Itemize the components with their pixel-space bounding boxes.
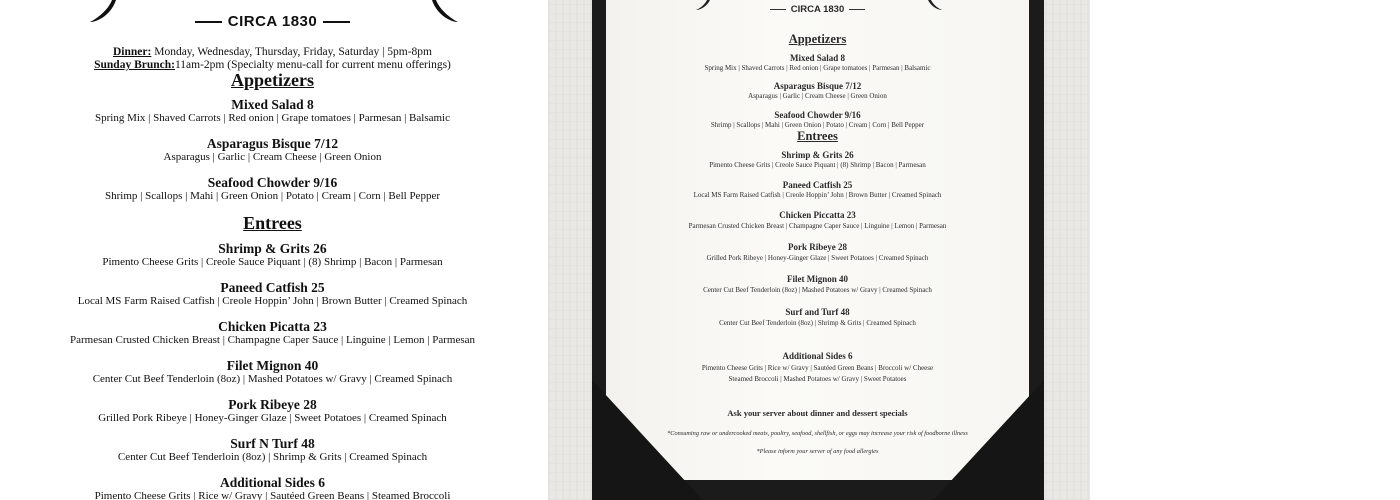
entrees-heading: Entrees: [243, 213, 302, 233]
photo-menu-item-desc: Parmesan Crusted Chicken Breast | Champagne Caper Sauce | Linguine | Lemon | Parmesan: [688, 222, 947, 230]
photo-sides-title: Additional Sides 6: [782, 351, 853, 361]
dinner-hours: [0, 46, 545, 59]
menu-item-title: Shrimp & Grits 26: [218, 241, 327, 256]
photo-menu-item-title: Seafood Chowder 9/16: [774, 110, 861, 120]
menu-item-desc: Local MS Farm Raised Catfish | Creole Hoppin’ John | Brown Butter | Creamed Spinach: [77, 295, 468, 307]
menu-item-title: Asparagus Bisque 7/12: [206, 136, 339, 151]
photo-circa-heading: [606, 4, 1029, 15]
photo-menu-item-title: Shrimp & Grits 26: [781, 150, 854, 160]
dinner-label: Dinner:: [113, 46, 152, 58]
menu-item-desc: Pimento Cheese Grits | Creole Sauce Piquant | (8) Shrimp | Bacon | Parmesan: [102, 256, 443, 268]
digital-menu-panel: [0, 0, 545, 500]
appetizers-heading: Appetizers: [231, 70, 314, 90]
photo-menu-item-desc: Pimento Cheese Grits | Creole Sauce Piquant | (8) Shrimp | Bacon | Parmesan: [709, 161, 926, 169]
photo-menu-item-title: Pork Ribeye 28: [788, 242, 847, 252]
sides-desc: Pimento Cheese Grits | Rice w/ Gravy | Sautéed Green Beans | Steamed Broccoli: [94, 490, 451, 500]
folder-corner-left: [592, 380, 712, 500]
hours-block: [0, 46, 545, 72]
menu-item-desc: Asparagus | Garlic | Cream Cheese | Green Onion: [163, 151, 382, 163]
menu-item-desc: Center Cut Beef Tenderloin (8oz) | Mashed Potatoes w/ Gravy | Creamed Spinach: [92, 373, 453, 385]
menu-item-title: Surf N Turf 48: [230, 436, 315, 451]
circa-dash-right: [323, 21, 350, 23]
photo-menu-item-desc: Grilled Pork Ribeye | Honey-Ginger Glaze | Sweet Potatoes | Creamed Spinach: [706, 254, 929, 262]
photo-specials-note: Ask your server about dinner and dessert specials: [727, 408, 908, 418]
menu-item-desc: Spring Mix | Shaved Carrots | Red onion | Grape tomatoes | Parmesan | Balsamic: [94, 112, 450, 124]
photo-appetizers-heading: Appetizers: [788, 32, 847, 46]
photo-menu-item-title: Mixed Salad 8: [789, 53, 845, 63]
circa-dash-right: [849, 9, 865, 11]
sides-title: Additional Sides 6: [219, 475, 326, 490]
circa-heading: [0, 13, 545, 30]
menu-item-title: Pork Ribeye 28: [228, 397, 317, 412]
menu-item-title: Mixed Salad 8: [231, 97, 314, 112]
photo-menu-item-title: Surf and Turf 48: [785, 307, 850, 317]
menu-item-title: Filet Mignon 40: [226, 358, 319, 373]
photo-sides-desc-line2: Steamed Broccoli | Mashed Potatoes w/ Gravy | Sweet Potatoes: [728, 375, 907, 383]
menu-item-title: Chicken Picatta 23: [218, 319, 327, 334]
dinner-text: Monday, Wednesday, Thursday, Friday, Saturday | 5pm-8pm: [151, 46, 432, 58]
menu-item-title: Paneed Catfish 25: [220, 280, 325, 295]
photo-menu-item-desc: Asparagus | Garlic | Cream Cheese | Green Onion: [748, 92, 887, 100]
menu-item-desc: Grilled Pork Ribeye | Honey-Ginger Glaze | Sweet Potatoes | Creamed Spinach: [98, 412, 447, 424]
photo-menu-item-title: Asparagus Bisque 7/12: [773, 81, 862, 91]
photo-menu-item-desc: Center Cut Beef Tenderloin (8oz) | Mashed Potatoes w/ Gravy | Creamed Spinach: [703, 286, 932, 294]
photo-menu-item-desc: Center Cut Beef Tenderloin (8oz) | Shrimp & Grits | Creamed Spinach: [719, 319, 916, 327]
menu-item-title: Seafood Chowder 9/16: [207, 175, 338, 190]
circa-text: CIRCA 1830: [227, 13, 318, 30]
circa-dash-left: [770, 9, 786, 11]
photo-entrees-heading: Entrees: [797, 129, 838, 143]
menu-item-desc: Parmesan Crusted Chicken Breast | Champagne Caper Sauce | Linguine | Lemon | Parmesan: [69, 334, 475, 346]
photo-circa-text: CIRCA 1830: [790, 4, 845, 15]
photo-menu-item-title: Chicken Piccatta 23: [779, 210, 856, 220]
photo-menu-item-desc: Local MS Farm Raised Catfish | Creole Hoppin’ John | Brown Butter | Creamed Spinach: [693, 191, 942, 199]
photo-menu-item-title: Paneed Catfish 25: [782, 180, 853, 190]
circa-dash-left: [195, 21, 222, 23]
brunch-label: Sunday Brunch:: [94, 59, 175, 71]
brunch-text: 11am-2pm (Specialty menu-call for current menu offerings): [174, 59, 451, 71]
photo-sides-desc-line1: Pimento Cheese Grits | Rice w/ Gravy | Sautéed Green Beans | Broccoli w/ Cheese: [701, 364, 934, 372]
folder-corner-right: [924, 380, 1044, 500]
menu-item-desc: Center Cut Beef Tenderloin (8oz) | Shrimp & Grits | Creamed Spinach: [117, 451, 428, 463]
photo-allergy-note: *Please inform your server of any food allergies: [756, 448, 879, 455]
photo-menu-item-desc: Spring Mix | Shaved Carrots | Red onion | Grape tomatoes | Parmesan | Balsamic: [704, 64, 931, 72]
menu-item-desc: Shrimp | Scallops | Mahi | Green Onion | Potato | Cream | Corn | Bell Pepper: [105, 190, 440, 202]
photo-consumption-warning: *Consuming raw or undercooked meats, poultry, seafood, shellfish, or eggs may increase your risk of foodborne illness: [667, 430, 968, 437]
menu-photo: [548, 0, 1090, 500]
photo-menu-item-desc: Shrimp | Scallops | Mahi | Green Onion | Potato | Cream | Corn | Bell Pepper: [710, 121, 925, 129]
photo-menu-item-title: Filet Mignon 40: [787, 274, 848, 284]
